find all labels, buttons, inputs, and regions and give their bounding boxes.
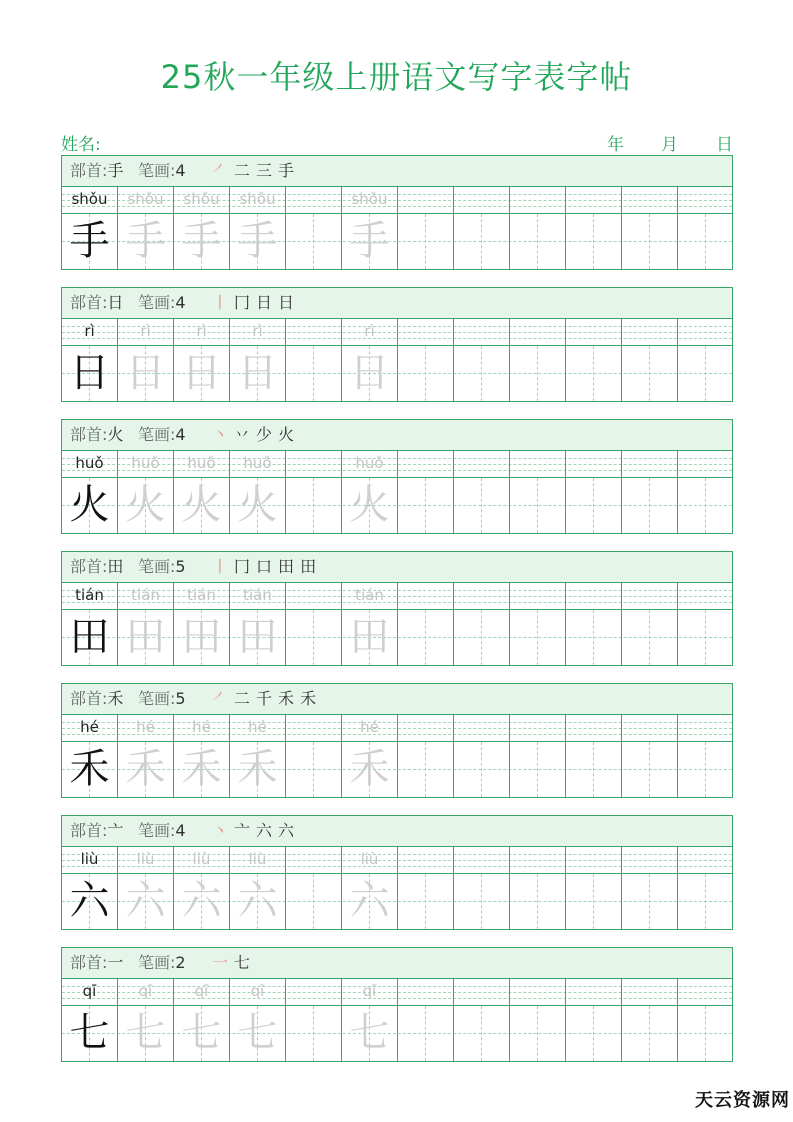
pinyin-trace: tián — [131, 586, 160, 604]
model-character: 田 — [69, 614, 110, 660]
month-label: 月 — [661, 135, 678, 155]
stroke-count-value: 5 — [175, 557, 186, 576]
trace-character[interactable]: 火 — [181, 482, 222, 528]
trace-character[interactable]: 田 — [349, 614, 390, 660]
cell-border — [285, 451, 286, 533]
grid-center-line — [705, 610, 706, 665]
grid-center-line — [705, 214, 706, 269]
stroke-count-value: 4 — [175, 425, 186, 444]
grid-center-line — [425, 874, 426, 929]
pinyin-trace: liù — [248, 850, 267, 868]
grid-center-line — [537, 874, 538, 929]
pinyin-label: tián — [75, 586, 104, 604]
model-character: 手 — [69, 218, 110, 264]
character-block — [61, 683, 733, 798]
radical-label: 部首: — [70, 425, 108, 444]
strokes-label: 笔画: — [138, 161, 176, 180]
stroke-count-info — [138, 156, 186, 186]
day-label: 日 — [716, 135, 733, 155]
strokes-label: 笔画: — [138, 953, 176, 972]
radical-value: 亠 — [107, 821, 124, 840]
grid-center-line — [481, 478, 482, 533]
grid-center-line — [705, 1006, 706, 1061]
radical-value: 一 — [107, 953, 124, 972]
stroke-step: 三 — [256, 161, 273, 180]
cell-border — [285, 715, 286, 797]
model-character: 日 — [69, 350, 110, 396]
cell-border — [453, 187, 454, 269]
cell-border — [285, 979, 286, 1061]
cell-border — [285, 187, 286, 269]
model-character: 禾 — [69, 746, 110, 792]
cell-border — [453, 847, 454, 929]
character-header — [62, 420, 732, 451]
trace-character[interactable]: 手 — [349, 218, 390, 264]
stroke-step: 禾 — [278, 689, 295, 708]
cell-border — [285, 319, 286, 401]
pinyin-trace: shǒu — [127, 190, 164, 208]
radical-info — [70, 684, 123, 714]
grid-center-line — [313, 1006, 314, 1061]
radical-info — [70, 156, 123, 186]
pinyin-trace: rì — [196, 322, 207, 340]
cell-border — [453, 979, 454, 1061]
grid-center-line — [705, 346, 706, 401]
radical-info — [70, 288, 123, 318]
stroke-order-sequence — [212, 288, 300, 318]
grid-center-line — [481, 1006, 482, 1061]
grid-center-line — [425, 478, 426, 533]
trace-character[interactable]: 七 — [237, 1010, 278, 1056]
stroke-count-value: 4 — [175, 161, 186, 180]
radical-value: 手 — [107, 161, 124, 180]
stroke-count-info — [138, 420, 186, 450]
grid-center-line — [481, 742, 482, 797]
radical-label: 部首: — [70, 161, 108, 180]
character-block — [61, 551, 733, 666]
grid-center-line — [481, 214, 482, 269]
cell-border — [285, 583, 286, 665]
radical-label: 部首: — [70, 689, 108, 708]
grid-center-line — [313, 610, 314, 665]
stroke-order-sequence — [212, 420, 300, 450]
character-header — [62, 684, 732, 715]
stroke-order-sequence — [212, 948, 256, 978]
stroke-step: 丶 — [212, 425, 229, 444]
trace-character[interactable]: 手 — [237, 218, 278, 264]
strokes-label: 笔画: — [138, 293, 176, 312]
grid-center-line — [593, 1006, 594, 1061]
pinyin-trace: huǒ — [355, 454, 384, 472]
radical-label: 部首: — [70, 557, 108, 576]
trace-character[interactable]: 火 — [349, 482, 390, 528]
cell-border — [397, 583, 398, 665]
stroke-count-value: 2 — [175, 953, 186, 972]
model-character: 火 — [69, 482, 110, 528]
cell-border — [565, 187, 566, 269]
cell-border — [509, 847, 510, 929]
cell-border — [453, 715, 454, 797]
character-block — [61, 155, 733, 270]
year-label: 年 — [607, 135, 624, 155]
stroke-count-value: 4 — [175, 821, 186, 840]
character-header — [62, 156, 732, 187]
pinyin-trace: rì — [140, 322, 151, 340]
stroke-step: 六 — [278, 821, 295, 840]
cell-border — [621, 847, 622, 929]
pinyin-trace: shǒu — [351, 190, 388, 208]
cell-border — [677, 319, 678, 401]
pinyin-label: qī — [82, 982, 97, 1000]
pinyin-trace: rì — [252, 322, 263, 340]
grid-center-line — [313, 214, 314, 269]
character-header — [62, 948, 732, 979]
cell-border — [621, 187, 622, 269]
grid-center-line — [649, 346, 650, 401]
grid-center-line — [705, 478, 706, 533]
radical-info — [70, 552, 123, 582]
stroke-step: 手 — [278, 161, 295, 180]
character-header — [62, 816, 732, 847]
grid-center-line — [649, 214, 650, 269]
stroke-step: 丨 — [212, 557, 229, 576]
trace-character[interactable]: 六 — [237, 878, 278, 924]
trace-character[interactable]: 七 — [125, 1010, 166, 1056]
grid-center-line — [537, 1006, 538, 1061]
grid-center-line — [593, 346, 594, 401]
stroke-step: 田 — [300, 557, 317, 576]
cell-border — [509, 583, 510, 665]
trace-character[interactable]: 六 — [125, 878, 166, 924]
cell-border — [565, 319, 566, 401]
pinyin-label: rì — [84, 322, 95, 340]
stroke-count-info — [138, 948, 186, 978]
cell-border — [565, 715, 566, 797]
stroke-count-value: 4 — [175, 293, 186, 312]
trace-character[interactable]: 日 — [237, 350, 278, 396]
trace-character[interactable]: 火 — [125, 482, 166, 528]
pinyin-label: shǒu — [71, 190, 108, 208]
grid-center-line — [481, 874, 482, 929]
cell-border — [677, 715, 678, 797]
grid-center-line — [593, 874, 594, 929]
grid-center-line — [425, 346, 426, 401]
stroke-step: ㇒ — [212, 161, 229, 180]
cell-border — [565, 451, 566, 533]
pinyin-trace: huǒ — [131, 454, 160, 472]
pinyin-trace: qī — [194, 982, 209, 1000]
character-block — [61, 815, 733, 930]
grid-center-line — [313, 742, 314, 797]
cell-border — [565, 847, 566, 929]
stroke-step: 六 — [256, 821, 273, 840]
cell-border — [509, 451, 510, 533]
trace-character[interactable]: 田 — [237, 614, 278, 660]
stroke-step: 亠 — [234, 821, 251, 840]
pinyin-trace: shǒu — [239, 190, 276, 208]
grid-center-line — [649, 478, 650, 533]
trace-character[interactable]: 禾 — [125, 746, 166, 792]
stroke-step: 丶 — [212, 821, 229, 840]
stroke-order-sequence — [212, 816, 300, 846]
grid-center-line — [537, 346, 538, 401]
stroke-step: 火 — [278, 425, 295, 444]
strokes-label: 笔画: — [138, 821, 176, 840]
stroke-step: 日 — [278, 293, 295, 312]
trace-character[interactable]: 六 — [181, 878, 222, 924]
grid-center-line — [425, 1006, 426, 1061]
stroke-count-info — [138, 288, 186, 318]
pinyin-trace: liù — [192, 850, 211, 868]
model-character: 七 — [69, 1010, 110, 1056]
character-block — [61, 419, 733, 534]
pinyin-trace: shǒu — [183, 190, 220, 208]
radical-info — [70, 816, 123, 846]
cell-border — [509, 319, 510, 401]
cell-border — [621, 583, 622, 665]
stroke-step: 日 — [256, 293, 273, 312]
grid-center-line — [537, 610, 538, 665]
stroke-step: 禾 — [300, 689, 317, 708]
cell-border — [397, 187, 398, 269]
stroke-step: 千 — [256, 689, 273, 708]
grid-center-line — [313, 478, 314, 533]
cell-border — [677, 979, 678, 1061]
stroke-step: 丨 — [212, 293, 229, 312]
radical-value: 禾 — [107, 689, 124, 708]
cell-border — [677, 583, 678, 665]
trace-character[interactable]: 日 — [349, 350, 390, 396]
stroke-step: 二 — [234, 689, 251, 708]
strokes-label: 笔画: — [138, 689, 176, 708]
grid-center-line — [593, 742, 594, 797]
stroke-step: 冂 — [234, 293, 251, 312]
grid-center-line — [593, 610, 594, 665]
pinyin-trace: huǒ — [243, 454, 272, 472]
grid-center-line — [593, 214, 594, 269]
trace-character[interactable]: 六 — [349, 878, 390, 924]
pinyin-trace: qī — [362, 982, 377, 1000]
radical-label: 部首: — [70, 821, 108, 840]
grid-center-line — [425, 214, 426, 269]
cell-border — [677, 451, 678, 533]
cell-border — [621, 319, 622, 401]
trace-character[interactable]: 七 — [181, 1010, 222, 1056]
grid-center-line — [425, 742, 426, 797]
radical-label: 部首: — [70, 293, 108, 312]
stroke-step: 口 — [256, 557, 273, 576]
stroke-step: 少 — [256, 425, 273, 444]
pinyin-trace: huǒ — [187, 454, 216, 472]
model-character: 六 — [69, 878, 110, 924]
trace-character[interactable]: 手 — [181, 218, 222, 264]
cell-border — [509, 715, 510, 797]
trace-character[interactable]: 禾 — [237, 746, 278, 792]
pinyin-trace: liù — [136, 850, 155, 868]
trace-character[interactable]: 禾 — [181, 746, 222, 792]
radical-value: 火 — [107, 425, 124, 444]
cell-border — [677, 847, 678, 929]
trace-character[interactable]: 田 — [125, 614, 166, 660]
trace-character[interactable]: 禾 — [349, 746, 390, 792]
cell-border — [453, 583, 454, 665]
stroke-count-value: 5 — [175, 689, 186, 708]
radical-info — [70, 420, 123, 450]
grid-center-line — [537, 478, 538, 533]
cell-border — [509, 187, 510, 269]
stroke-step: 七 — [234, 953, 251, 972]
stroke-order-sequence — [212, 684, 322, 714]
radical-info — [70, 948, 123, 978]
stroke-step: 二 — [234, 161, 251, 180]
cell-border — [621, 979, 622, 1061]
trace-character[interactable]: 七 — [349, 1010, 390, 1056]
pinyin-label: huǒ — [75, 454, 104, 472]
cell-border — [509, 979, 510, 1061]
grid-center-line — [649, 742, 650, 797]
pinyin-trace: hé — [136, 718, 155, 736]
stroke-count-info — [138, 684, 186, 714]
trace-character[interactable]: 田 — [181, 614, 222, 660]
character-block — [61, 947, 733, 1062]
grid-center-line — [481, 610, 482, 665]
stroke-count-info — [138, 552, 186, 582]
grid-center-line — [593, 478, 594, 533]
radical-value: 田 — [107, 557, 124, 576]
stroke-order-sequence — [212, 156, 300, 186]
trace-character[interactable]: 日 — [181, 350, 222, 396]
cell-border — [621, 451, 622, 533]
pinyin-trace: tián — [355, 586, 384, 604]
pinyin-trace: tián — [243, 586, 272, 604]
cell-border — [453, 319, 454, 401]
cell-border — [285, 847, 286, 929]
pinyin-trace: hé — [192, 718, 211, 736]
stroke-count-info — [138, 816, 186, 846]
pinyin-label: liù — [80, 850, 99, 868]
stroke-order-sequence — [212, 552, 322, 582]
cell-border — [453, 451, 454, 533]
grid-center-line — [649, 874, 650, 929]
grid-center-line — [313, 346, 314, 401]
character-header — [62, 552, 732, 583]
grid-center-line — [537, 214, 538, 269]
grid-center-line — [705, 874, 706, 929]
stroke-step: 一 — [212, 953, 229, 972]
pinyin-trace: qī — [138, 982, 153, 1000]
stroke-step: 田 — [278, 557, 295, 576]
stroke-step: ㇒ — [212, 689, 229, 708]
pinyin-trace: tián — [187, 586, 216, 604]
pinyin-label: hé — [80, 718, 99, 736]
student-info-row — [61, 130, 733, 154]
cell-border — [397, 319, 398, 401]
pinyin-trace: hé — [248, 718, 267, 736]
character-header — [62, 288, 732, 319]
strokes-label: 笔画: — [138, 557, 176, 576]
pinyin-trace: hé — [360, 718, 379, 736]
stroke-step: 丷 — [234, 425, 251, 444]
grid-center-line — [313, 874, 314, 929]
brand-watermark: 天云资源网 — [695, 1090, 790, 1111]
trace-character[interactable]: 火 — [237, 482, 278, 528]
cell-border — [397, 451, 398, 533]
trace-character[interactable]: 手 — [125, 218, 166, 264]
stroke-step: 冂 — [234, 557, 251, 576]
name-label: 姓名: — [61, 135, 101, 155]
grid-center-line — [649, 610, 650, 665]
cell-border — [397, 715, 398, 797]
cell-border — [565, 979, 566, 1061]
grid-center-line — [425, 610, 426, 665]
grid-center-line — [481, 346, 482, 401]
grid-center-line — [537, 742, 538, 797]
grid-center-line — [649, 1006, 650, 1061]
pinyin-trace: rì — [364, 322, 375, 340]
pinyin-trace: qī — [250, 982, 265, 1000]
cell-border — [397, 847, 398, 929]
cell-border — [565, 583, 566, 665]
cell-border — [621, 715, 622, 797]
character-block — [61, 287, 733, 402]
trace-character[interactable]: 日 — [125, 350, 166, 396]
grid-center-line — [705, 742, 706, 797]
strokes-label: 笔画: — [138, 425, 176, 444]
page-title: 25秋一年级上册语文写字表字帖 — [160, 58, 633, 96]
radical-value: 日 — [107, 293, 124, 312]
cell-border — [397, 979, 398, 1061]
pinyin-trace: liù — [360, 850, 379, 868]
radical-label: 部首: — [70, 953, 108, 972]
cell-border — [677, 187, 678, 269]
